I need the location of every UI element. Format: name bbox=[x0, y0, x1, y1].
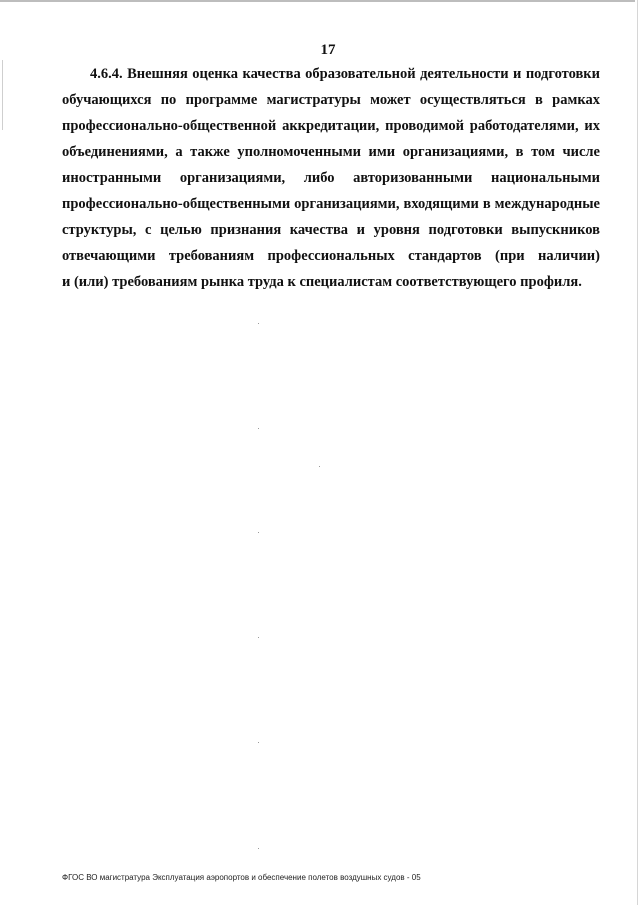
paragraph-line-1: 4.6.4. Внешняя оценка качества образовательной деятельности и подготовки bbox=[90, 66, 600, 82]
paragraph-line-6: профессионально-общественными организациями, входящими в международные bbox=[62, 196, 600, 212]
paragraph-line-2: обучающихся по программе магистратуры может осуществляться в рамках bbox=[62, 92, 600, 108]
scan-speck bbox=[258, 848, 259, 849]
paragraph-line-5: иностранными организациями, либо авторизованными национальными bbox=[62, 170, 600, 186]
paragraph-line-4: объединениями, а также уполномоченными ими организациями, в том числе bbox=[62, 144, 600, 160]
scan-edge-right bbox=[637, 0, 638, 905]
scan-speck bbox=[258, 532, 259, 533]
scan-speck bbox=[258, 323, 259, 324]
document-footer: ФГОС ВО магистратура Эксплуатация аэропортов и обеспечение полетов воздушных судов - 05 bbox=[62, 873, 421, 882]
scan-speck bbox=[258, 742, 259, 743]
scan-speck bbox=[258, 637, 259, 638]
paragraph-line-9: и (или) требованиям рынка труда к специалистам соответствующего профиля. bbox=[62, 274, 582, 290]
paragraph-line-7: структуры, с целью признания качества и уровня подготовки выпускников bbox=[62, 222, 600, 238]
scan-speck bbox=[319, 466, 320, 467]
paragraph-line-3: профессионально-общественной аккредитации, проводимой работодателями, их bbox=[62, 118, 600, 134]
paragraph-line-8: отвечающими требованиям профессиональных стандартов (при наличии) bbox=[62, 248, 600, 264]
page-number: 17 bbox=[320, 42, 336, 58]
scan-edge-top bbox=[0, 0, 635, 2]
scan-speck bbox=[258, 428, 259, 429]
scan-edge-left bbox=[2, 60, 3, 130]
